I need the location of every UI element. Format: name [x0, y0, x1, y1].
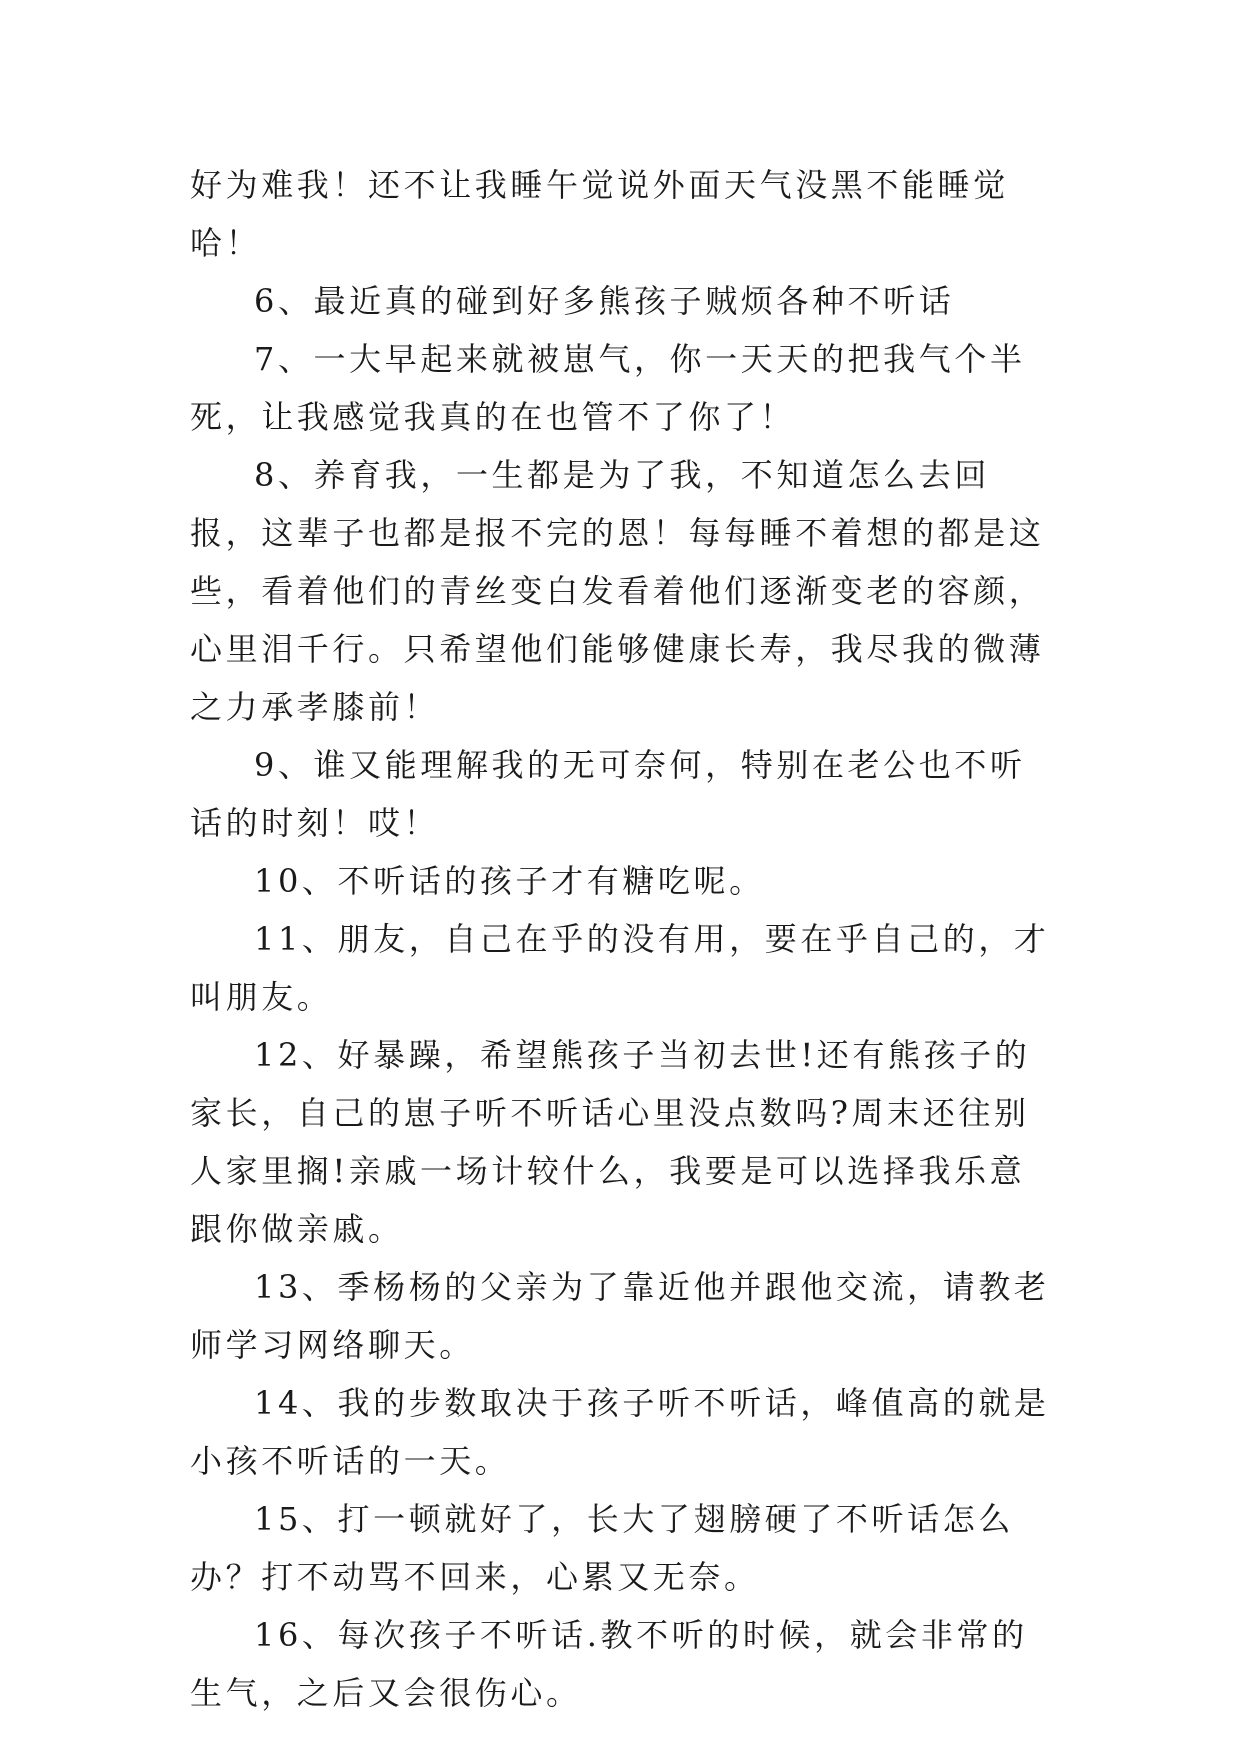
paragraph-11: 11、朋友，自己在乎的没有用，要在乎自己的，才叫朋友。 [190, 920, 1050, 1016]
paragraph-16: 16、每次孩子不听话.教不听的时候，就会非常的生气，之后又会很伤心。 [190, 1616, 1028, 1712]
paragraph-continued: 好为难我！还不让我睡午觉说外面天气没黑不能睡觉哈！ [190, 166, 1009, 262]
paragraph-7: 7、一大早起来就被崽气，你一天天的把我气个半死，让我感觉我真的在也管不了你了！ [190, 340, 1026, 436]
document-body [190, 156, 1050, 1722]
paragraph-13: 13、季杨杨的父亲为了靠近他并跟他交流，请教老师学习网络聊天。 [190, 1268, 1050, 1364]
paragraph-8: 8、养育我，一生都是为了我，不知道怎么去回报，这辈子也都是报不完的恩！每每睡不着想的都是这些，看着他们的青丝变白发看着他们逐渐变老的容颜，心里泪千行。只希望他们能够健康长寿，我尽我的微薄之力承孝膝前！ [190, 456, 1045, 726]
paragraph-9: 9、谁又能理解我的无可奈何，特别在老公也不听话的时刻！哎！ [190, 746, 1026, 842]
paragraph-15: 15、打一顿就好了，长大了翅膀硬了不听话怎么办？打不动骂不回来，心累又无奈。 [190, 1500, 1014, 1596]
paragraph-6: 6、最近真的碰到好多熊孩子贼烦各种不听话 [254, 282, 955, 320]
paragraph-14: 14、我的步数取决于孩子听不听话，峰值高的就是小孩不听话的一天。 [190, 1384, 1050, 1480]
paragraph-10: 10、不听话的孩子才有糖吃呢。 [254, 862, 765, 900]
paragraph-12: 12、好暴躁，希望熊孩子当初去世!还有熊孩子的家长，自己的崽子听不听话心里没点数吗?周末还往别人家里搁!亲戚一场计较什么，我要是可以选择我乐意跟你做亲戚。 [190, 1036, 1031, 1248]
